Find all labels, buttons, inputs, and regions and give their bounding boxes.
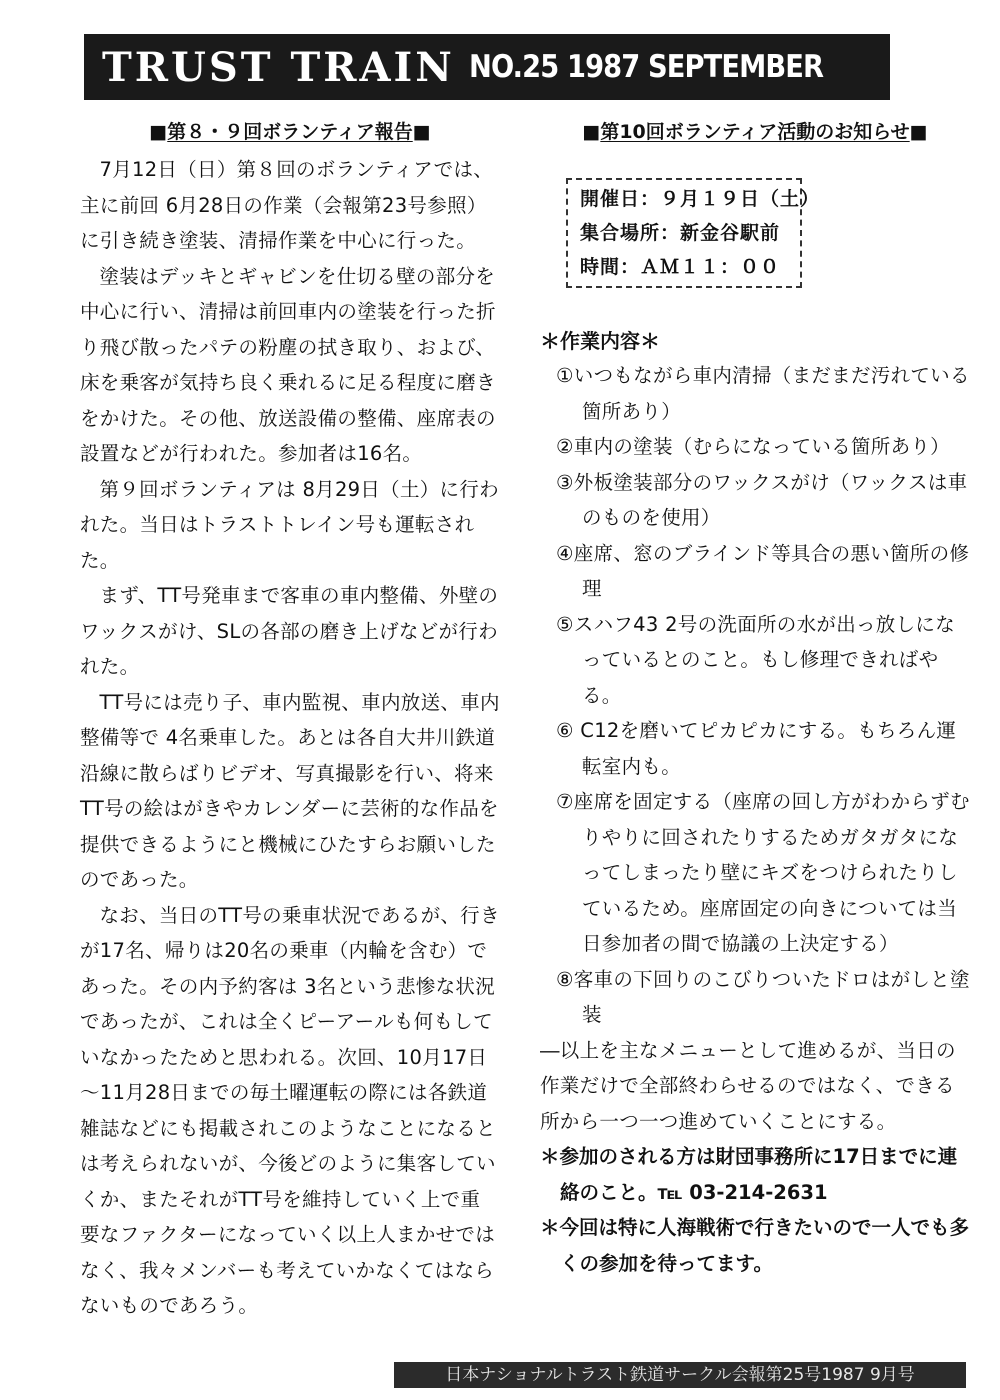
left-column [80, 118, 500, 1324]
work-item: ④座席、窓のブラインド等具合の悪い箇所の修理 [556, 541, 970, 600]
work-item: ⑥ C12を磨いてピカピカにする。もちろん運転室内も。 [556, 719, 957, 778]
work-item: ②車内の塗装（むらになっている箇所あり） [556, 435, 950, 458]
issue-info: NO.25 1987 SEPTEMBER [468, 49, 823, 85]
report-paragraph: 7月12日（日）第８回のボランティアでは、主に前回 6月28日の作業（会報第23号参照）に引き続き塗装、清掃作業を中心に行った。 [80, 158, 494, 252]
work-item: ③外板塗装部分のワックスがけ（ワックスは車のものを使用） [556, 470, 968, 529]
report-paragraph: 第９回ボランティアは 8月29日（土）に行われた。当日はトラストトレイン号も運転された。 [80, 477, 499, 572]
volunteer-report-heading: ■第８・９回ボランティア報告■ [149, 121, 431, 143]
volunteer-report-heading-text: 第８・９回ボランティア報告 [167, 121, 413, 143]
participation-note: ＊今回は特に人海戦術で行きたいので一人でも多くの参加を待ってます。 [540, 1216, 970, 1275]
report-paragraph: 塗装はデッキとギャビンを仕切る壁の部分を中心に行い、清掃は前回車内の塗装を行った折り飛び散ったパテの粉塵の拭き取り、および、床を乗客が気持ち良く乗れるに足る程度に磨きをかけた。その他、放送設備の整備、座席表の設置などが行われた。参加者は16名。 [80, 264, 496, 465]
work-item: ⑤スハフ43 2号の洗面所の水が出っ放しになっているとのこと。もし修理できればやる。 [556, 612, 955, 707]
newsletter-title: TRUST TRAIN [102, 43, 455, 91]
right-column [540, 118, 970, 1281]
work-item: ①いつもながら車内清掃（まだまだ汚れている箇所あり） [556, 364, 970, 423]
event-place: 集合場所：新金谷駅前 [580, 222, 781, 244]
footer-banner: 日本ナショナルトラスト鉄道サークル会報第25号1987 9月号 [394, 1362, 966, 1388]
work-content-title: ＊作業内容＊ [540, 329, 660, 353]
masthead-banner [84, 34, 890, 100]
event-date: 開催日：９月１９日（土） [580, 188, 821, 210]
announcement-heading-text: 第10回ボランティア活動のお知らせ [600, 121, 910, 143]
closing-text: ―以上を主なメニューとして進めるが、当日の作業だけで全部終わらせるのではなく、できる所から一つ一つ進めていくことにする。 [540, 1038, 956, 1133]
report-paragraph: なお、当日のTT号の乗車状況であるが、行きが17名、帰りは20名の乗車（内輪を含む）であった。その内予約客は 3名という悲惨な状況であったが、これは全くピーアールも何もしていなかったためと思われる。次回、10月17日～11月28日までの毎土曜運転の際には各鉄道雑誌などにも掲載されこのようなことになるとは考えられないが、今後どのように集客していくか、またそれがTT号を維持していく上で重要なファクターになっていく以上人まかせではなく、我々メンバーも考えていかなくてはならないものであろう。 [80, 903, 500, 1317]
announcement-heading: ■第10回ボランティア活動のお知らせ■ [582, 121, 928, 143]
work-item: ⑧客車の下回りのこびりついたドロはがしと塗装 [556, 967, 970, 1026]
event-time: 時間：ＡＭ１１：００ [580, 256, 781, 278]
contact-note: ＊参加のされる方は財団事務所に17日までに連絡のこと。℡ 03-214-2631 [540, 1145, 958, 1204]
report-paragraph: まず、TT号発車まで客車の車内整備、外壁のワックスがけ、SLの各部の磨き上げなどが行われた。 [80, 584, 499, 678]
event-info-box [566, 178, 821, 288]
report-paragraph: TT号には売り子、車内監視、車内放送、車内整備等で 4名乗車した。あとは各自大井川鉄道沿線に散らばりビデオ、写真撮影を行い、将来TT号の絵はがきやカレンダーに芸術的な作品を提供できるようにと機械にひたすらお願いしたのであった。 [80, 690, 500, 891]
work-item: ⑦座席を固定する（座席の回し方がわからずむりやりに回されたりするためガタガタになってしまったり壁にキズをつけられたりしているため。座席固定の向きについては当日参加者の間で協議の上決定する） [556, 790, 970, 955]
work-list [556, 358, 970, 1033]
